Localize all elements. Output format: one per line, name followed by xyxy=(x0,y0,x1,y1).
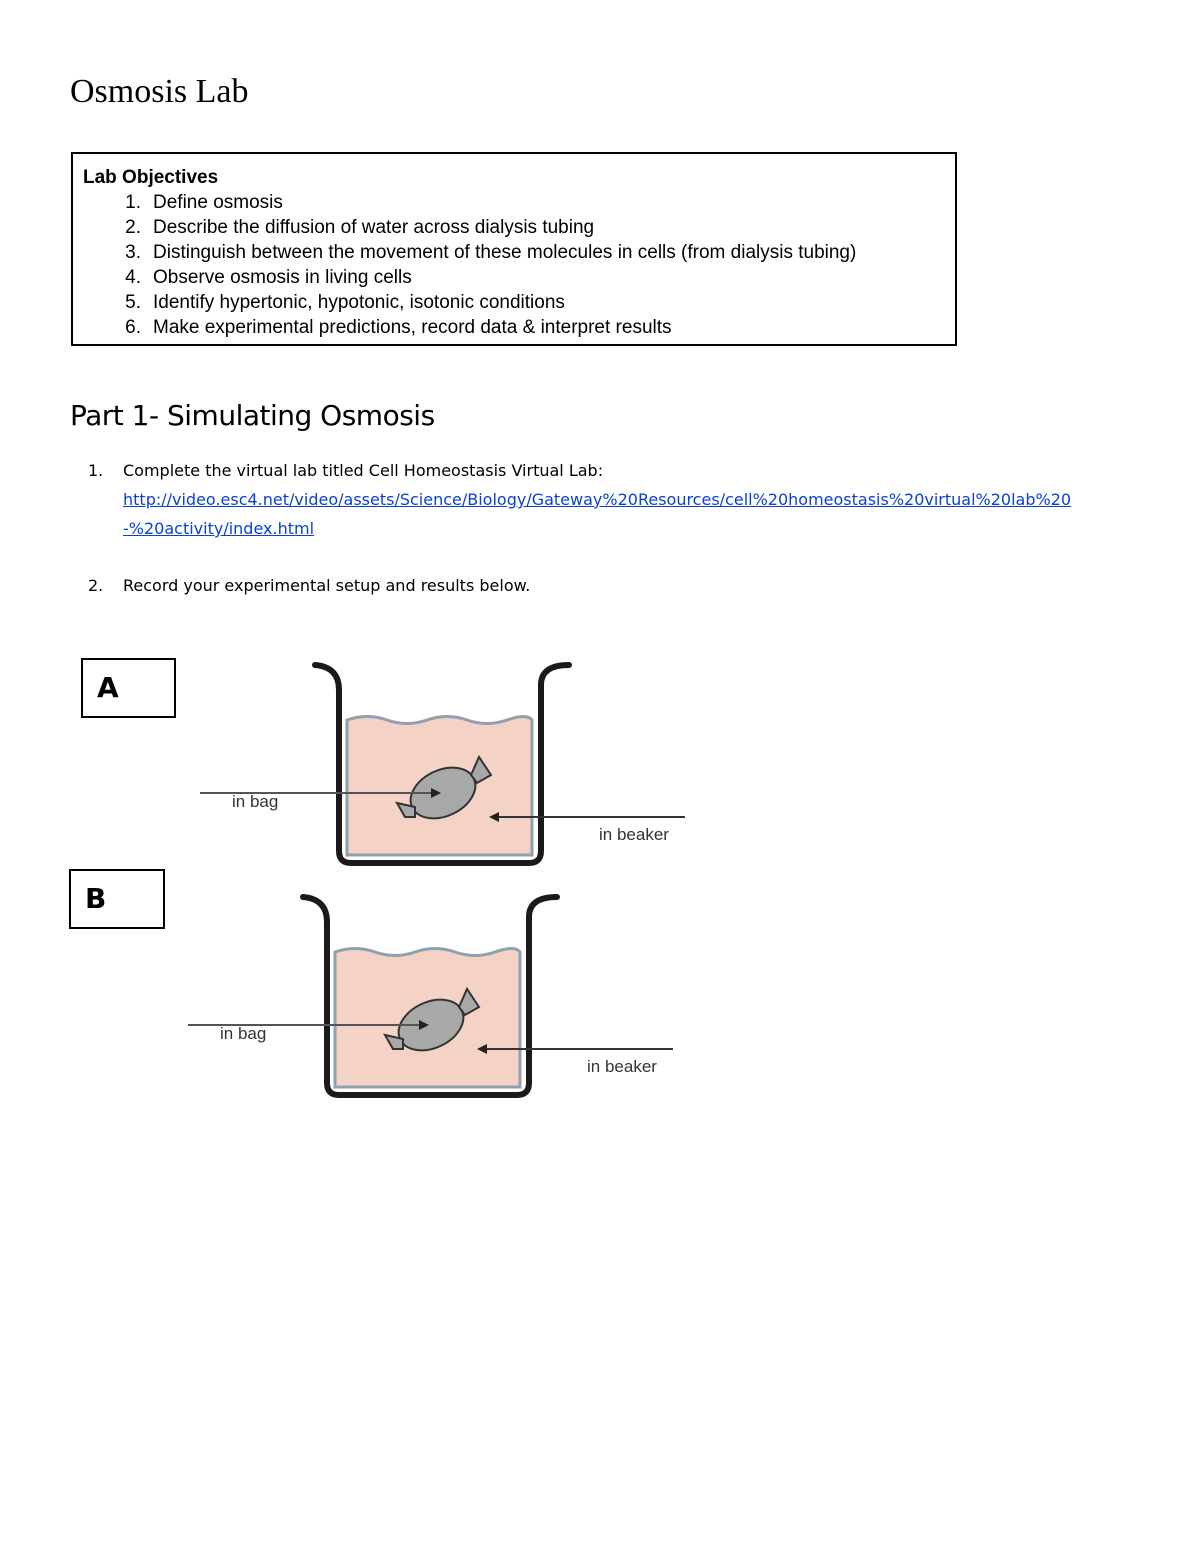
step-text: Complete the virtual lab titled Cell Homeostasis Virtual Lab: xyxy=(123,461,604,480)
objective-item xyxy=(83,240,945,265)
objective-text: Define osmosis xyxy=(153,192,283,213)
beaker-diagram-a xyxy=(195,655,695,870)
objective-item xyxy=(83,290,945,315)
objective-text: Identify hypertonic, hypotonic, isotonic conditions xyxy=(153,292,565,313)
objective-text: Make experimental predictions, record data & interpret results xyxy=(153,317,672,338)
objective-number: 6. xyxy=(125,317,141,338)
step-text: Record your experimental setup and results below. xyxy=(123,576,531,595)
in-beaker-label: in beaker xyxy=(599,825,669,844)
beaker-diagram-b xyxy=(183,887,683,1102)
objective-number: 4. xyxy=(125,267,141,288)
step-item xyxy=(88,456,1088,543)
objective-item xyxy=(83,215,945,240)
step-number: 2. xyxy=(88,576,104,595)
step-number: 1. xyxy=(88,461,104,480)
objective-number: 2. xyxy=(125,217,141,238)
objective-number: 5. xyxy=(125,292,141,313)
virtual-lab-link[interactable]: http://video.esc4.net/video/assets/Science/Biology/Gateway%20Resources/cell%20homeostasis%20virtual%20lab%20-%20activity/index.html xyxy=(123,490,1072,538)
label-b-box: B xyxy=(69,869,165,929)
objective-item xyxy=(83,265,945,290)
objective-number: 1. xyxy=(125,192,141,213)
part1-heading: Part 1- Simulating Osmosis xyxy=(70,399,435,432)
objective-number: 3. xyxy=(125,242,141,263)
part1-steps xyxy=(88,456,1088,600)
in-beaker-label: in beaker xyxy=(587,1057,657,1076)
in-bag-label: in bag xyxy=(232,792,279,811)
step-item xyxy=(88,571,1088,600)
objectives-list xyxy=(83,190,945,340)
in-bag-label: in bag xyxy=(220,1024,267,1043)
objective-text: Distinguish between the movement of these molecules in cells (from dialysis tubing) xyxy=(153,242,857,263)
page-title: Osmosis Lab xyxy=(70,73,249,110)
objective-item xyxy=(83,315,945,340)
objective-text: Describe the diffusion of water across dialysis tubing xyxy=(153,217,595,238)
objective-text: Observe osmosis in living cells xyxy=(153,267,412,288)
lab-objectives-box xyxy=(71,152,957,346)
objective-item xyxy=(83,190,945,215)
label-a-box: A xyxy=(81,658,176,718)
objectives-heading: Lab Objectives xyxy=(83,167,219,188)
